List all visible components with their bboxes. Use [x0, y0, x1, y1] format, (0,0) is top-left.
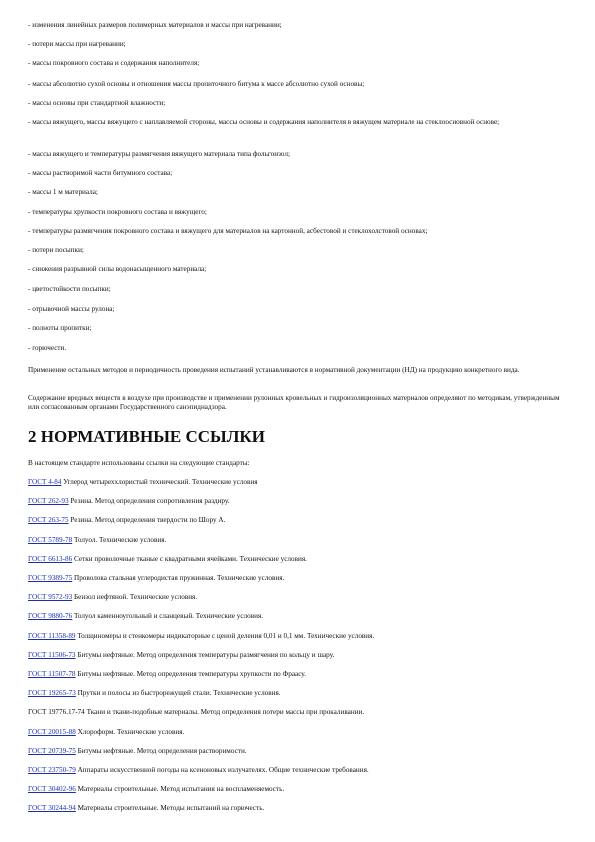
standard-code: ГОСТ 19776.17-74	[28, 708, 85, 716]
list-item: - массы вяжущего, массы вяжущего с наплавляемой стороны, массы основы и содержания наполнителя в вяжущем материале на стеклоосновной основе;	[28, 118, 500, 126]
standard-title: Материалы строительные. Метод испытания на воспламеняемость.	[75, 785, 285, 793]
reference-row	[28, 728, 568, 737]
reference-row	[28, 651, 568, 660]
standard-title: Сетки проволочные тканые с квадратными ячейками. Технические условия.	[72, 555, 307, 563]
standard-link[interactable]: ГОСТ 11507-78	[28, 670, 76, 678]
reference-row	[28, 632, 568, 641]
standard-link[interactable]: ГОСТ 19265-73	[28, 689, 76, 697]
standard-title: Резина. Метод определения сопротивления раздиру.	[68, 497, 230, 505]
standard-title: Бензол нефтяной. Технические условия.	[72, 593, 198, 601]
standard-title: Битумы нефтяные. Метод определения растворимости.	[75, 747, 247, 755]
standard-link[interactable]: ГОСТ 30402-96	[28, 785, 76, 793]
reference-row	[28, 612, 568, 621]
standard-link[interactable]: ГОСТ 9572-93	[28, 593, 73, 601]
standard-title: Проволока стальная углеродистая пружинная. Технические условия.	[72, 574, 285, 582]
reference-row	[28, 555, 568, 564]
list-item: - потери массы при нагревании;	[28, 40, 126, 48]
reference-row	[28, 708, 568, 717]
standard-title: Углерод четыреххлористый технический. Технические условия	[61, 478, 258, 486]
reference-row	[28, 785, 568, 794]
standard-link[interactable]: ГОСТ 262-93	[28, 497, 69, 505]
list-item: - потери посыпки;	[28, 246, 84, 254]
reference-row	[28, 536, 568, 545]
reference-row	[28, 766, 568, 775]
list-item: - массы вяжущего и температуры размягчения вяжущего материала типа фольгоизол;	[28, 150, 290, 158]
list-item: - массы покровного состава и содержания наполнителя;	[28, 59, 200, 67]
list-item: - температуры хрупкости покровного состава и вяжущего;	[28, 208, 207, 216]
standard-title: Материалы строительные. Методы испытаний на горючесть.	[75, 804, 265, 812]
section-intro: В настоящем стандарте использованы ссылки на следующие стандарты:	[28, 459, 250, 467]
list-item: - полноты пропитки;	[28, 324, 92, 332]
list-item: - массы 1 м материала;	[28, 188, 98, 196]
list-item: - снижения разрывной силы водонасыщенного материала;	[28, 265, 207, 273]
standard-link[interactable]: ГОСТ 11506-73	[28, 651, 76, 659]
standard-title: Битумы нефтяные. Метод определения температуры хрупкости по Фраасу.	[75, 670, 306, 678]
standard-title: Прутки и полосы из быстрорежущей стали. Технические условия.	[75, 689, 281, 697]
section-heading: 2 НОРМАТИВНЫЕ ССЫЛКИ	[28, 427, 265, 446]
list-item: - отрывочной массы рулона;	[28, 305, 115, 313]
reference-row	[28, 478, 568, 487]
reference-row	[28, 747, 568, 756]
standard-title: Толщиномеры и стенкомеры индикаторные с ценой деления 0,01 и 0,1 мм. Технические условия.	[75, 632, 375, 640]
reference-row	[28, 593, 568, 602]
standard-link[interactable]: ГОСТ 23750-79	[28, 766, 76, 774]
reference-row	[28, 689, 568, 698]
standard-title: Толуол. Технические условия.	[72, 536, 167, 544]
standard-title: Резина. Метод определения твердости по Шору А.	[68, 516, 226, 524]
list-item: - температуры размягчения покровного состава и вяжущего для материалов на картонной, асбестовой и стеклохолстовой основах;	[28, 227, 428, 235]
reference-row	[28, 574, 568, 583]
standard-link[interactable]: ГОСТ 9880-76	[28, 612, 73, 620]
standard-title: Толуол каменноугольный и сланцевый. Технические условия.	[72, 612, 264, 620]
standard-link[interactable]: ГОСТ 9389-75	[28, 574, 73, 582]
standard-link[interactable]: ГОСТ 6613-86	[28, 555, 73, 563]
standard-link[interactable]: ГОСТ 5789-78	[28, 536, 73, 544]
standard-link[interactable]: ГОСТ 20739-75	[28, 747, 76, 755]
reference-row	[28, 670, 568, 679]
paragraph-harmful-substances: Содержание вредных веществ в воздухе при производстве и применении рулонных кровельных и гидроизоляционных материалов определяют по методикам, утвержденным или согласованным органами Государственного санэпиднадзора.	[28, 394, 560, 411]
list-item: - цветостойкости посыпки;	[28, 285, 111, 293]
reference-row	[28, 497, 568, 506]
standard-title: Ткани и ткани-подобные материалы. Метод определения потери массы при прокаливании.	[84, 708, 365, 716]
standard-title: Битумы нефтяные. Метод определения температуры размягчения по кольцу и шару.	[75, 651, 335, 659]
standard-link[interactable]: ГОСТ 11358-89	[28, 632, 76, 640]
reference-row	[28, 804, 568, 813]
standard-link[interactable]: ГОСТ 30244-94	[28, 804, 76, 812]
reference-row	[28, 516, 568, 525]
standard-link[interactable]: ГОСТ 263-75	[28, 516, 69, 524]
paragraph-methods: Применение остальных методов и периодичность проведения испытаний устанавливаются в нормативной документации (НД) на продукцию конкретного вида.	[28, 366, 520, 374]
list-item: - массы абсолютно сухой основы и отношения массы пропиточного битума к массе абсолютно сухой основы;	[28, 80, 365, 88]
standard-title: Аппараты искусственной погоды на ксеноновых излучателях. Общие технические требования.	[75, 766, 369, 774]
standard-title: Хлороформ. Технические условия.	[75, 728, 185, 736]
list-item: - изменения линейных размеров полимерных материалов и массы при нагревании;	[28, 21, 282, 29]
standard-link[interactable]: ГОСТ 20015-88	[28, 728, 76, 736]
standard-link[interactable]: ГОСТ 4-84	[28, 478, 62, 486]
list-item: - массы основы при стандартной влажности;	[28, 99, 166, 107]
list-item: - горючести.	[28, 344, 67, 352]
list-item: - массы растворимой части битумного состава;	[28, 169, 173, 177]
